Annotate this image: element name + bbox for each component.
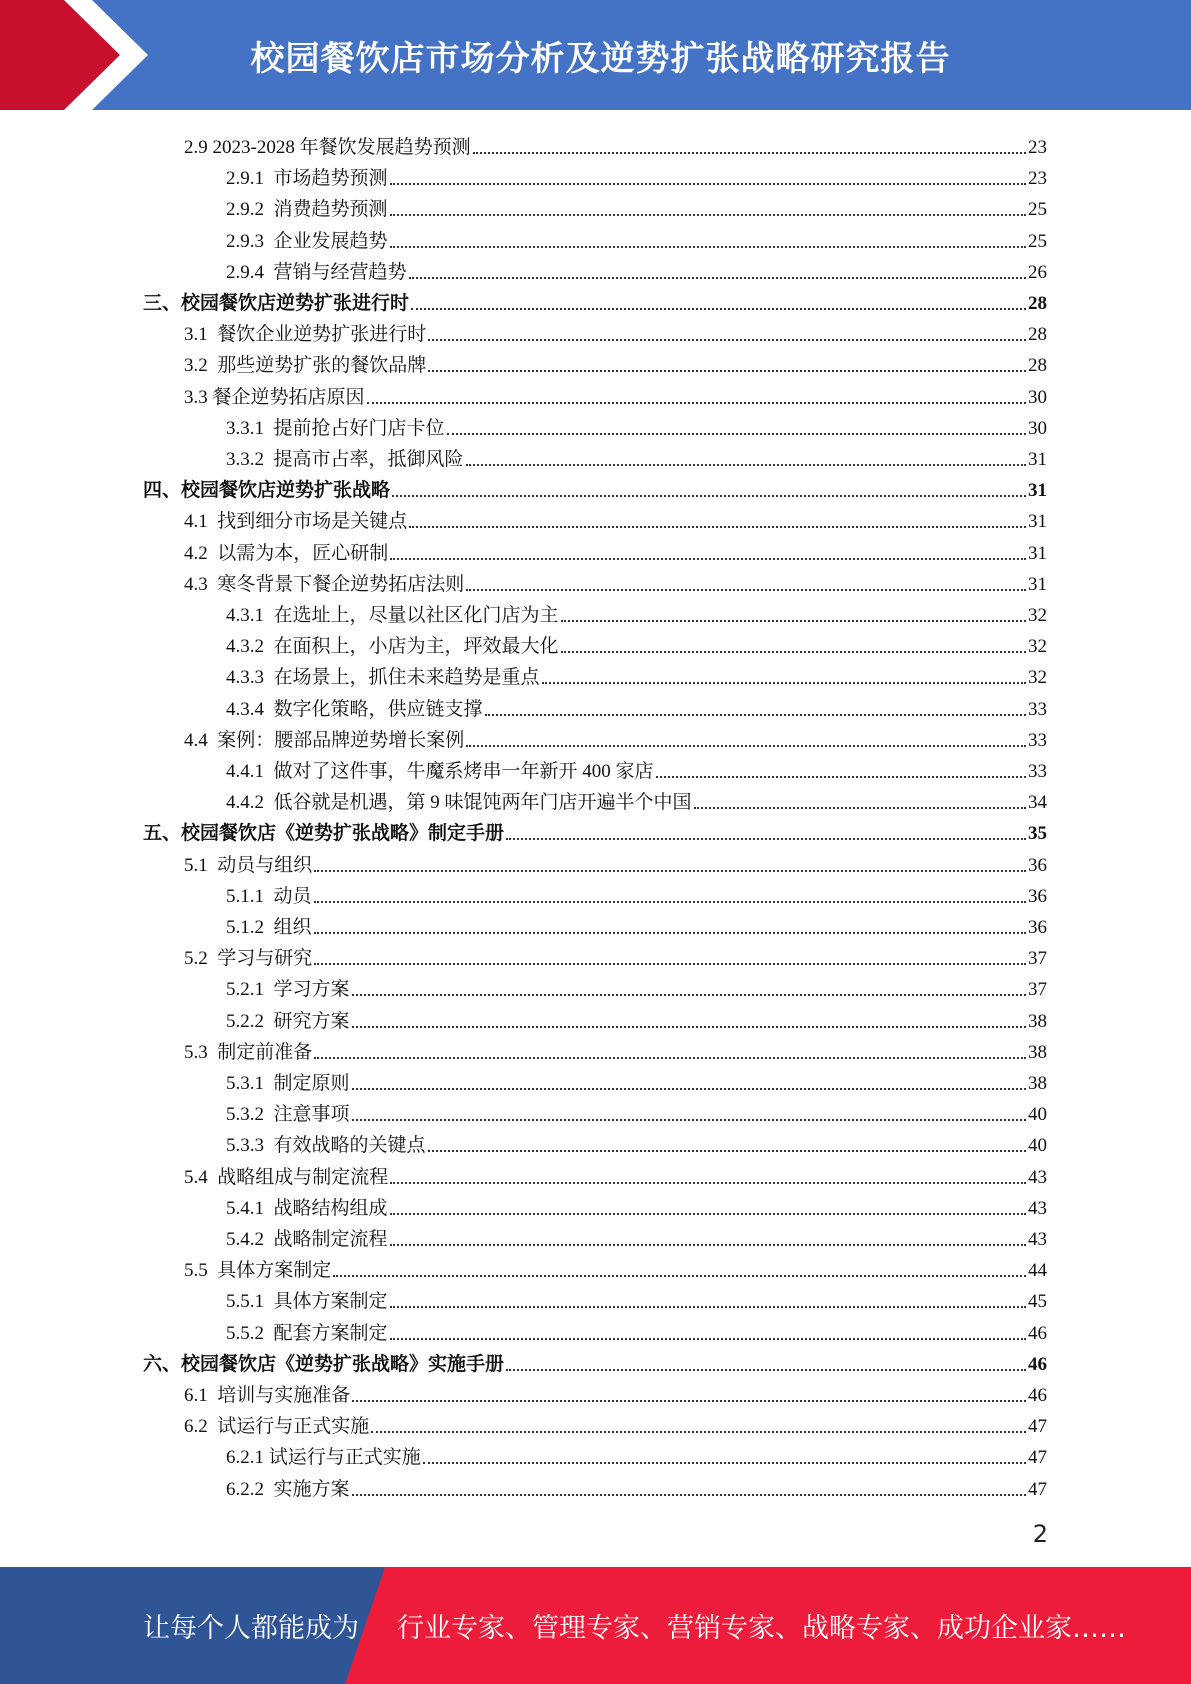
toc-dot-leader <box>466 745 1026 747</box>
toc-dot-leader <box>352 1026 1026 1028</box>
toc-entry[interactable] <box>226 596 1047 627</box>
toc-dot-leader <box>428 339 1026 341</box>
toc-dot-leader <box>314 870 1026 872</box>
toc-entry[interactable] <box>184 846 1047 877</box>
toc-dot-leader <box>506 838 1026 840</box>
toc-entry-label: 3.1 餐饮企业逆势扩张进行时 <box>184 324 427 346</box>
toc-entry-page: 31 <box>1028 449 1047 470</box>
toc-dot-leader <box>314 932 1026 934</box>
toc-entry-page: 43 <box>1028 1229 1047 1250</box>
toc-dot-leader <box>542 682 1026 684</box>
page-header <box>0 0 1191 110</box>
toc-entry-page: 47 <box>1028 1416 1047 1438</box>
toc-entry-label: 5.3.3 有效战略的关键点 <box>226 1135 426 1157</box>
toc-entry-label: 五、校园餐饮店《逆势扩张战略》制定手册 <box>143 823 505 845</box>
toc-entry-page: 38 <box>1028 1041 1047 1063</box>
toc-entry[interactable] <box>226 440 1047 471</box>
toc-entry-label: 5.1.2 组织 <box>226 917 312 938</box>
toc-dot-leader <box>390 1338 1026 1340</box>
toc-entry-label: 三、校园餐饮店逆势扩张进行时 <box>143 293 410 314</box>
toc-entry-page: 31 <box>1028 573 1047 595</box>
toc-entry-label: 5.3 制定前准备 <box>184 1041 313 1063</box>
toc-entry[interactable] <box>184 1158 1047 1189</box>
toc-dot-leader <box>352 994 1026 996</box>
toc-entry-label: 4.4.2 低谷就是机遇，第 9 味馄饨两年门店开遍半个中国 <box>226 792 692 814</box>
toc-dot-leader <box>390 183 1026 185</box>
toc-dot-leader <box>428 370 1026 372</box>
footer-slogan: 让每个人都能成为 <box>143 1613 359 1644</box>
toc-entry-label: 5.1 动员与组织 <box>184 854 313 876</box>
toc-entry-label: 4.3 寒冬背景下餐企逆势拓店法则 <box>184 573 465 595</box>
toc-entry[interactable] <box>226 970 1047 1001</box>
toc-entry-page: 35 <box>1028 823 1047 845</box>
toc-entry[interactable] <box>226 222 1047 253</box>
toc-entry-label: 5.3.1 制定原则 <box>226 1073 350 1094</box>
toc-entry-label: 4.3.4 数字化策略，供应链支撑 <box>226 698 483 720</box>
toc-entry-label: 六、校园餐饮店《逆势扩张战略》实施手册 <box>143 1353 505 1375</box>
toc-entry-page: 36 <box>1028 854 1047 876</box>
toc-dot-leader <box>352 1119 1026 1121</box>
toc-entry-label: 4.3.2 在面积上，小店为主，坪效最大化 <box>226 636 559 658</box>
toc-dot-leader <box>390 246 1026 248</box>
toc-entry-label: 2.9.2 消费趋势预测 <box>226 199 388 221</box>
toc-entry-page: 31 <box>1028 511 1047 533</box>
toc-entry-page: 28 <box>1028 293 1047 314</box>
toc-entry-page: 37 <box>1028 948 1047 970</box>
toc-entry[interactable] <box>226 1095 1047 1126</box>
toc-entry-page: 46 <box>1028 1385 1047 1406</box>
toc-entry-page: 45 <box>1028 1291 1047 1313</box>
toc-entry-page: 31 <box>1028 542 1047 564</box>
toc-entry[interactable] <box>143 814 1047 845</box>
toc-entry[interactable] <box>226 190 1047 221</box>
toc-entry[interactable] <box>226 783 1047 814</box>
toc-entry[interactable] <box>184 939 1047 970</box>
toc-dot-leader <box>352 1494 1026 1496</box>
toc-dot-leader <box>561 651 1026 653</box>
toc-entry-label: 5.2.1 学习方案 <box>226 979 350 1001</box>
toc-entry[interactable] <box>184 1376 1047 1407</box>
toc-entry-label: 3.2 那些逆势扩张的餐饮品牌 <box>184 355 427 377</box>
page-number: 2 <box>1032 1520 1048 1548</box>
toc-entry[interactable] <box>143 1345 1047 1376</box>
toc-dot-leader <box>314 1057 1026 1059</box>
toc-entry-label: 5.5 具体方案制定 <box>184 1260 332 1282</box>
toc-dot-leader <box>423 1462 1026 1464</box>
toc-dot-leader <box>314 901 1026 903</box>
toc-dot-leader <box>694 807 1026 809</box>
toc-entry-label: 6.2.1 试运行与正式实施 <box>226 1447 421 1469</box>
toc-entry-label: 2.9 2023-2028 年餐饮发展趋势预测 <box>184 137 471 158</box>
toc-entry-page: 43 <box>1028 1197 1047 1219</box>
toc-dot-leader <box>390 1244 1026 1246</box>
toc-entry-page: 32 <box>1028 667 1047 689</box>
toc-entry[interactable] <box>226 752 1047 783</box>
toc-entry-label: 6.2 试运行与正式实施 <box>184 1416 370 1438</box>
toc-entry-page: 31 <box>1028 480 1047 502</box>
toc-entry[interactable] <box>226 409 1047 440</box>
toc-entry[interactable] <box>184 1033 1047 1064</box>
toc-entry-label: 2.9.3 企业发展趋势 <box>226 230 388 252</box>
toc-entry-label: 5.4.1 战略结构组成 <box>226 1197 388 1219</box>
toc-dot-leader <box>314 963 1026 965</box>
toc-entry[interactable] <box>143 471 1047 502</box>
toc-dot-leader <box>367 402 1026 404</box>
toc-entry[interactable] <box>226 1126 1047 1157</box>
toc-dot-leader <box>390 214 1026 216</box>
toc-entry-page: 38 <box>1028 1010 1047 1032</box>
toc-dot-leader <box>411 308 1026 310</box>
toc-entry-label: 2.9.1 市场趋势预测 <box>226 168 388 190</box>
toc-entry-label: 4.2 以需为本，匠心研制 <box>184 542 389 564</box>
footer-roles: 行业专家、管理专家、营销专家、战略专家、成功企业家…… <box>397 1613 1126 1644</box>
toc-dot-leader <box>333 1275 1026 1277</box>
toc-entry-page: 33 <box>1028 698 1047 720</box>
toc-entry-page: 33 <box>1028 729 1047 751</box>
toc-entry-label: 5.4 战略组成与制定流程 <box>184 1166 389 1188</box>
toc-entry-label: 3.3.2 提高市占率，抵御风险 <box>226 449 464 470</box>
report-title: 校园餐饮店市场分析及逆势扩张战略研究报告 <box>250 38 951 79</box>
toc-entry-page: 38 <box>1028 1073 1047 1094</box>
toc-entry-page: 40 <box>1028 1135 1047 1157</box>
toc-dot-leader <box>447 433 1026 435</box>
toc-entry-page: 46 <box>1028 1353 1047 1375</box>
toc-dot-leader <box>506 1369 1026 1371</box>
toc-entry[interactable] <box>226 877 1047 908</box>
toc-dot-leader <box>466 589 1026 591</box>
toc-dot-leader <box>390 1213 1026 1215</box>
toc-entry[interactable] <box>184 534 1047 565</box>
toc-dot-leader <box>409 277 1026 279</box>
toc-entry-page: 26 <box>1028 261 1047 283</box>
toc-entry-label: 4.3.3 在场景上，抓住未来趋势是重点 <box>226 667 540 689</box>
toc-entry[interactable] <box>226 690 1047 721</box>
toc-entry-label: 4.1 找到细分市场是关键点 <box>184 511 408 533</box>
toc-entry-label: 5.5.1 具体方案制定 <box>226 1291 388 1313</box>
toc-dot-leader <box>428 1150 1026 1152</box>
toc-entry-label: 3.3.1 提前抢占好门店卡位 <box>226 417 445 439</box>
toc-entry[interactable] <box>184 378 1047 409</box>
toc-entry-page: 32 <box>1028 636 1047 658</box>
toc-entry[interactable] <box>226 1470 1047 1501</box>
toc-dot-leader <box>473 152 1026 154</box>
toc-entry[interactable] <box>184 1251 1047 1282</box>
toc-entry[interactable] <box>226 1002 1047 1033</box>
toc-entry[interactable] <box>184 128 1047 159</box>
toc-entry-page: 44 <box>1028 1260 1047 1282</box>
toc-dot-leader <box>352 1088 1026 1090</box>
toc-entry-page: 25 <box>1028 199 1047 221</box>
toc-entry-label: 2.9.4 营销与经营趋势 <box>226 261 407 283</box>
toc-entry[interactable] <box>184 346 1047 377</box>
toc-entry-page: 46 <box>1028 1322 1047 1344</box>
toc-entry[interactable] <box>184 502 1047 533</box>
toc-entry-page: 34 <box>1028 792 1047 814</box>
toc-entry-label: 4.3.1 在选址上，尽量以社区化门店为主 <box>226 605 559 626</box>
toc-dot-leader <box>409 526 1026 528</box>
toc-entry-page: 43 <box>1028 1166 1047 1188</box>
toc-entry-label: 4.4.1 做对了这件事，牛魔系烤串一年新开 400 家店 <box>226 761 654 782</box>
toc-entry-page: 23 <box>1028 137 1047 158</box>
toc-entry[interactable] <box>226 658 1047 689</box>
toc-entry-page: 36 <box>1028 885 1047 907</box>
toc-entry-label: 5.5.2 配套方案制定 <box>226 1322 388 1344</box>
toc-dot-leader <box>466 464 1026 466</box>
toc-entry[interactable] <box>226 627 1047 658</box>
toc-entry[interactable] <box>184 315 1047 346</box>
toc-entry[interactable] <box>184 565 1047 596</box>
toc-entry-page: 30 <box>1028 386 1047 408</box>
toc-entry-label: 6.1 培训与实施准备 <box>184 1385 351 1406</box>
toc-entry[interactable] <box>226 1282 1047 1313</box>
page-footer <box>0 1567 1191 1684</box>
toc-entry-label: 5.2.2 研究方案 <box>226 1010 350 1032</box>
toc-dot-leader <box>371 1431 1026 1433</box>
toc-entry-page: 47 <box>1028 1447 1047 1469</box>
toc-entry-page: 23 <box>1028 168 1047 190</box>
toc-dot-leader <box>390 1182 1026 1184</box>
toc-entry-page: 33 <box>1028 761 1047 782</box>
toc-entry-page: 40 <box>1028 1104 1047 1126</box>
toc-entry[interactable] <box>184 721 1047 752</box>
toc-entry[interactable] <box>184 1407 1047 1438</box>
toc-entry-page: 32 <box>1028 605 1047 626</box>
toc-entry[interactable] <box>226 1064 1047 1095</box>
toc-entry-label: 5.2 学习与研究 <box>184 948 313 970</box>
toc-entry[interactable] <box>143 284 1047 315</box>
toc-entry-label: 3.3 餐企逆势拓店原因 <box>184 386 365 408</box>
toc-entry-page: 37 <box>1028 979 1047 1001</box>
toc-entry-page: 36 <box>1028 917 1047 938</box>
toc-dot-leader <box>390 558 1026 560</box>
toc-entry-page: 28 <box>1028 355 1047 377</box>
toc-dot-leader <box>352 1400 1026 1402</box>
toc-entry-label: 4.4 案例：腰部品牌逆势增长案例 <box>184 729 465 751</box>
toc-entry[interactable] <box>226 1438 1047 1469</box>
toc-entry-page: 25 <box>1028 230 1047 252</box>
toc-entry[interactable] <box>226 1314 1047 1345</box>
toc-entry-page: 47 <box>1028 1478 1047 1500</box>
toc-dot-leader <box>485 714 1026 716</box>
toc-entry[interactable] <box>226 1220 1047 1251</box>
toc-entry[interactable] <box>226 1189 1047 1220</box>
toc-entry-label: 5.1.1 动员 <box>226 885 312 907</box>
toc-entry[interactable] <box>226 159 1047 190</box>
toc-dot-leader <box>390 1306 1026 1308</box>
toc-entry-page: 28 <box>1028 324 1047 346</box>
toc-entry-label: 5.4.2 战略制定流程 <box>226 1229 388 1250</box>
toc-dot-leader <box>392 495 1026 497</box>
toc-entry-label: 6.2.2 实施方案 <box>226 1478 350 1500</box>
toc-dot-leader <box>656 776 1026 778</box>
toc-entry[interactable] <box>226 908 1047 939</box>
toc-entry-page: 30 <box>1028 417 1047 439</box>
toc-dot-leader <box>561 620 1026 622</box>
toc-entry[interactable] <box>226 253 1047 284</box>
toc-entry-label: 5.3.2 注意事项 <box>226 1104 350 1126</box>
toc-entry-label: 四、校园餐饮店逆势扩张战略 <box>143 480 391 502</box>
